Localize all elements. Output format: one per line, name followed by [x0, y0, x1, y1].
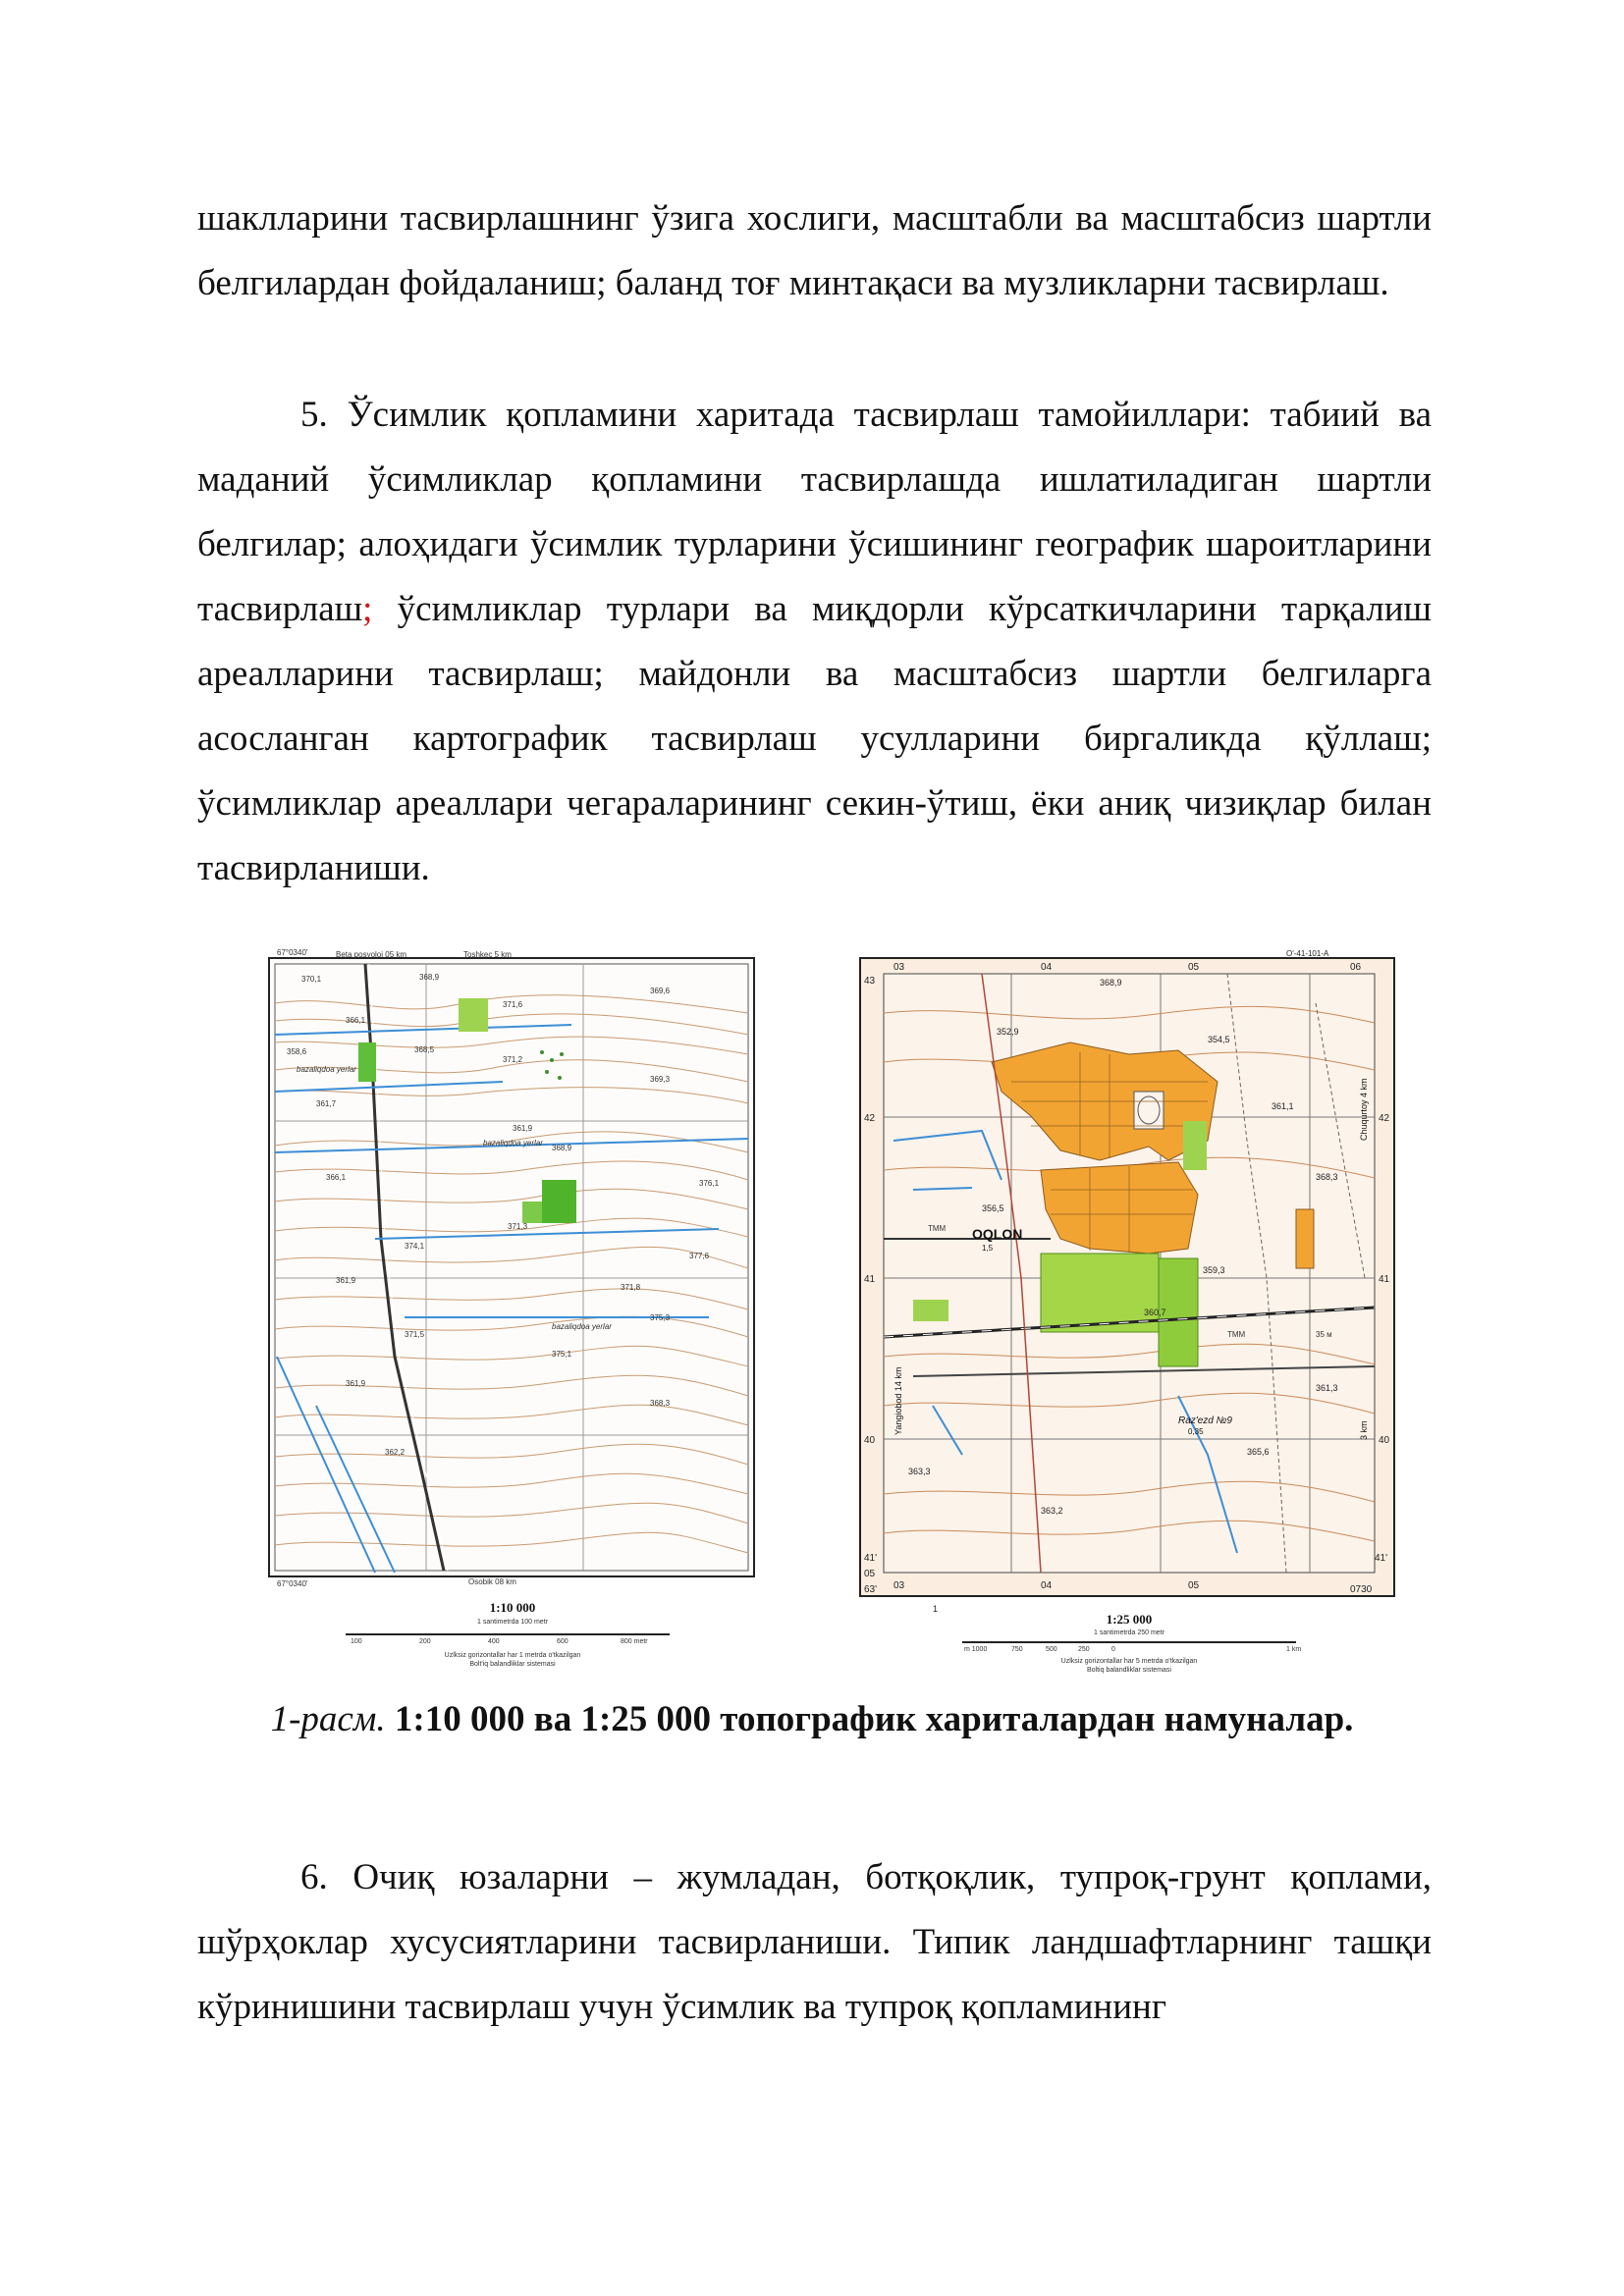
topographic-map-1-10000 — [257, 944, 768, 1671]
map1-elev-label: 362,2 — [385, 1448, 406, 1457]
map1-elev-label: 369,3 — [650, 1075, 671, 1084]
map2-grid-label-bottom: 0730 — [1350, 1584, 1373, 1595]
map1-elev-label: 368,9 — [419, 973, 440, 982]
map1-elev-label: 361,9 — [513, 1124, 533, 1133]
paragraph-6: 6. Очиқ юзаларни – жумладан, ботқоқлик, тупроқ-грунт қоплами, шўрҳоклар хусусиятларини тасвирланиши. Типик ландшафтларнинг ташқи кўринишини тасвирлаш учун ўсимлик ва тупроқ қопламининг — [197, 1857, 1432, 2027]
map1-scale-label: 1:10 000 — [489, 1600, 536, 1615]
map1-scale-tick: 600 — [557, 1638, 568, 1645]
map2-elev-label: 356,5 — [982, 1203, 1004, 1213]
map2-elev-label: 363,2 — [1041, 1506, 1063, 1516]
map2-grid-label-bottom: 03 — [893, 1580, 905, 1591]
map1-elev-label: 376,1 — [699, 1179, 720, 1188]
map2-town-name: OQLON — [972, 1226, 1023, 1242]
map1-contour-note-2: Bolt'iq balandliklar sistemasi — [469, 1661, 556, 1668]
paragraph-5-text-b: ўсимликлар турлари ва миқдорли кўрсаткичларини тарқалиш ареалларини тасвирлаш; майдонли ва масштабсиз шартли белгиларга асосланган картографик тасвирлаш усулларини биргаликда қўллаш; ўсимликлар ареаллари чегараларининг секин-ўтиш, ёки аниқ чизиқлар билан тасвирланиши. — [197, 589, 1432, 888]
map2-elev-label: 360,7 — [1144, 1308, 1166, 1317]
map2-grid-label-right: 40 — [1379, 1435, 1390, 1446]
map2-elev-label: 354,5 — [1208, 1035, 1230, 1044]
map2-grid-label-right: 41 — [1379, 1274, 1390, 1285]
map2-elev-label: 361,1 — [1272, 1101, 1294, 1111]
map2-scale-tick: 750 — [1011, 1646, 1023, 1653]
map1-elev-label: 369,6 — [650, 987, 671, 995]
map2-grid-label-bottom: 04 — [1041, 1580, 1053, 1591]
map1-scale-tick: 200 — [419, 1638, 431, 1645]
map2-scale-tick: 0 — [1111, 1646, 1115, 1653]
map1-elev-label: 374,1 — [405, 1242, 425, 1251]
map1-elev-label: 361,9 — [336, 1276, 356, 1285]
map2-elev-label: 361,3 — [1316, 1383, 1338, 1393]
map2-grid-label-left: 42 — [864, 1113, 876, 1124]
map1-elev-label: 377,6 — [689, 1252, 710, 1260]
map1-scale-subtitle: 1 santimetrda 100 metr — [477, 1619, 548, 1626]
map2-grid-label-left: 40 — [864, 1435, 876, 1446]
map1-scale-tick: 800 metr — [621, 1638, 648, 1645]
map2-grid-label-right: 42 — [1379, 1113, 1390, 1124]
map2-village-name: Raz'ezd №9 — [1178, 1415, 1232, 1426]
map2-town-sub: 1,5 — [982, 1244, 994, 1253]
map2-scale-tick: 1 km — [1286, 1646, 1302, 1653]
map2-grid-label-left: 43 — [864, 976, 876, 987]
paragraph-top: шаклларини тасвирлашнинг ўзига хослиги, масштабли ва масштабсиз шартли белгилардан фойдаланиш; баланд тоғ минтақаси ва музликларни тасвирлаш. — [197, 198, 1432, 303]
map1-elev-label: 371,8 — [621, 1283, 641, 1292]
map2-corner-bottom-left-2: 63' — [864, 1584, 878, 1595]
paragraph-5-text-a: 5. Ўсимлик қопламини харитада тасвирлаш тамойиллари: табиий ва маданий ўсимликлар қопламини тасвирлашда ишлатиладиган шартли белгилар; алоҳидаги ўсимлик турларини ўсишининг географик шароитларини тасвирлаш — [197, 395, 1432, 629]
map2-grid-label-right: 41' — [1375, 1553, 1388, 1564]
map1-scale-tick: 100 — [351, 1638, 362, 1645]
map2-scale-tick: 500 — [1046, 1646, 1057, 1653]
map1-elev-label: 371,5 — [405, 1330, 425, 1339]
map1-elev-label: 366,1 — [326, 1173, 347, 1182]
map2-scale-tick: m 1000 — [964, 1646, 988, 1653]
map2-village-sub: 0,35 — [1188, 1427, 1204, 1436]
topographic-map-1-25000 — [854, 944, 1404, 1676]
map2-elev-label: 368,9 — [1100, 978, 1122, 988]
map1-elev-label: 366,1 — [346, 1016, 366, 1025]
map2-scale-subtitle: 1 santimetrda 250 metr — [1094, 1629, 1164, 1636]
map1-elev-label: 358,6 — [287, 1047, 307, 1056]
map2-grid-label-left: 41 — [864, 1274, 876, 1285]
map2-scale-label: 1:25 000 — [1106, 1612, 1153, 1627]
map1-marginal-top-right: Toshkec 5 km — [463, 950, 512, 959]
paragraph-5-red-semicolon: ; — [362, 589, 373, 629]
map1-elev-label: 368,9 — [552, 1144, 572, 1152]
figure-map-1-10000 — [257, 944, 768, 1671]
map1-elev-label: 370,1 — [301, 975, 322, 984]
figure-map-1-25000 — [854, 944, 1404, 1676]
map1-marginal-top: Beta posyoloi 05 km — [336, 950, 407, 959]
map1-field-label: bazaliqdoa yerlar — [483, 1139, 543, 1148]
map2-elev-label: 368,3 — [1316, 1172, 1338, 1182]
map2-corner-bottom-left: 05 — [864, 1569, 876, 1579]
map2-tag: 35 м — [1316, 1330, 1332, 1339]
map2-tag: ТММ — [928, 1224, 947, 1233]
map1-elev-label: 375,3 — [650, 1313, 671, 1322]
map1-elev-label: 371,6 — [503, 1000, 523, 1009]
map1-field-label: bazaliqdoa yerlar — [552, 1322, 612, 1331]
map2-grid-label-bottom: 05 — [1188, 1580, 1200, 1591]
map2-road-left-label: Yangiobod 14 km — [893, 1366, 903, 1435]
map2-bottom-mark: 1 — [933, 1604, 939, 1614]
map2-elev-label: 359,3 — [1203, 1265, 1225, 1275]
map1-elev-label: 361,7 — [316, 1099, 337, 1108]
map2-contour-note: Uzlksiz gorizontallar har 5 metrda o'tkazilgan — [1060, 1658, 1198, 1665]
map2-road-right-label-2: 3 km — [1359, 1420, 1369, 1440]
map2-grid-label-top: 06 — [1350, 962, 1362, 973]
map1-corner-bottom-left: 67°0340' — [277, 1579, 308, 1588]
map2-contour-note-2: Boltiq balandliklar sistemasi — [1087, 1667, 1171, 1674]
map2-elev-label: 365,6 — [1247, 1447, 1270, 1457]
paragraph-5 — [197, 383, 1432, 901]
map2-grid-label-top: 03 — [893, 962, 905, 973]
map1-elev-label: 368,5 — [414, 1045, 435, 1054]
map1-elev-label: 375,1 — [552, 1350, 572, 1359]
map2-scale-tick: 250 — [1078, 1646, 1090, 1653]
map2-elev-label: 363,3 — [908, 1467, 931, 1476]
map2-road-right-label: Chuqurtoy 4 km — [1359, 1078, 1369, 1141]
map1-elev-label: 368,3 — [650, 1399, 671, 1408]
map2-elev-label: 352,9 — [997, 1027, 1019, 1037]
map1-contour-note: Uzlksiz gorizontallar har 1 metrda o'tkazilgan — [444, 1652, 581, 1659]
map1-marginal-bottom: Osobik 08 km — [468, 1577, 516, 1586]
map1-elev-label: 371,3 — [508, 1222, 528, 1231]
map1-elev-label: 361,9 — [346, 1379, 366, 1388]
caption-title: 1:10 000 ва 1:25 000 топографик хариталардан намуналар. — [385, 1699, 1354, 1739]
figure-caption — [0, 1698, 1624, 1741]
map2-grid-label-top: 04 — [1041, 962, 1053, 973]
map2-sheet-number: O'-41-101-A — [1286, 949, 1329, 958]
map1-elev-label: 371,2 — [503, 1055, 523, 1064]
map1-field-label: bazaliqdoa yerlar — [297, 1065, 356, 1074]
map2-tag: ТММ — [1227, 1330, 1246, 1339]
caption-lead: 1-расм. — [270, 1699, 386, 1739]
map1-scale-tick: 400 — [488, 1638, 500, 1645]
map1-corner-top-left: 67°0340' — [277, 948, 308, 957]
map2-grid-label-top: 05 — [1188, 962, 1200, 973]
map2-grid-label-left: 41' — [864, 1553, 878, 1564]
